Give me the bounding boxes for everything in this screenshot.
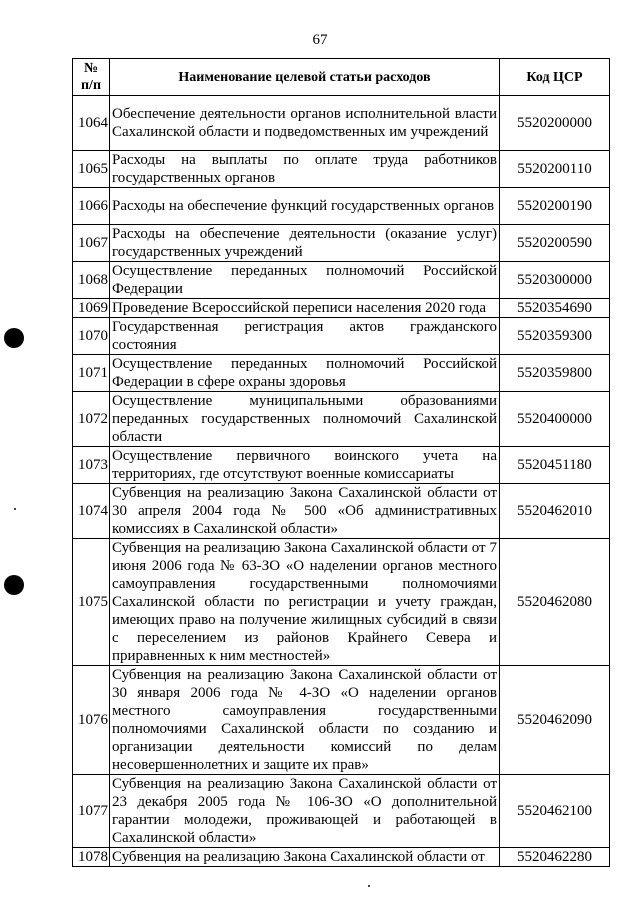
row-number: 1070 <box>73 318 110 355</box>
row-name: Субвенция на реализацию Закона Сахалинской области от 30 января 2006 года № 4-ЗО «О наделении органов местного самоуправления государственными полномочиями Сахалинской области по созданию и организации деятельности комиссий по делам несовершеннолетних и защите их прав» <box>110 666 500 775</box>
row-code: 5520400000 <box>500 392 610 447</box>
table-row <box>73 188 610 225</box>
header-number-symbol: № <box>83 61 99 76</box>
row-number: 1066 <box>73 188 110 225</box>
row-number: 1067 <box>73 225 110 262</box>
table-row <box>73 392 610 447</box>
row-name: Осуществление переданных полномочий Российской Федерации в сфере охраны здоровья <box>110 355 500 392</box>
header-code: Код ЦСР <box>500 59 610 96</box>
row-code: 5520354690 <box>500 299 610 318</box>
row-name: Субвенция на реализацию Закона Сахалинской области от 7 июня 2006 года № 63-ЗО «О наделении органов местного самоуправления государственными полномочиями Сахалинской области по регистрации и учету граждан, имеющих право на получение жилищных субсидий в связи с переселением из районов Крайнего Севера и приравненных к ним местностей» <box>110 539 500 666</box>
row-code: 5520359800 <box>500 355 610 392</box>
row-number: 1078 <box>73 848 110 867</box>
table-row <box>73 151 610 188</box>
table-row <box>73 539 610 666</box>
table-header-row <box>73 59 610 96</box>
table-row <box>73 225 610 262</box>
binder-hole-mark <box>4 328 24 348</box>
row-name: Расходы на обеспечение деятельности (оказание услуг) государственных учреждений <box>110 225 500 262</box>
row-number: 1064 <box>73 96 110 151</box>
scan-speck <box>368 885 370 887</box>
row-number: 1072 <box>73 392 110 447</box>
row-number: 1068 <box>73 262 110 299</box>
row-code: 5520462100 <box>500 775 610 848</box>
binder-hole-mark <box>4 575 24 595</box>
row-name: Расходы на обеспечение функций государственных органов <box>110 188 500 225</box>
header-number-abbrev: п/п <box>80 78 102 93</box>
row-code: 5520462280 <box>500 848 610 867</box>
row-code: 5520462010 <box>500 484 610 539</box>
row-code: 5520300000 <box>500 262 610 299</box>
row-code: 5520200110 <box>500 151 610 188</box>
table-row <box>73 355 610 392</box>
row-number: 1069 <box>73 299 110 318</box>
row-name: Осуществление переданных полномочий Российской Федерации <box>110 262 500 299</box>
row-name: Осуществление первичного воинского учета на территориях, где отсутствуют военные комиссариаты <box>110 447 500 484</box>
header-number <box>73 59 110 96</box>
row-code: 5520200190 <box>500 188 610 225</box>
row-number: 1074 <box>73 484 110 539</box>
row-name: Субвенция на реализацию Закона Сахалинской области от 30 апреля 2004 года № 500 «Об административных комиссиях в Сахалинской области» <box>110 484 500 539</box>
row-number: 1077 <box>73 775 110 848</box>
row-code: 5520200000 <box>500 96 610 151</box>
table-row <box>73 848 610 867</box>
row-number: 1076 <box>73 666 110 775</box>
row-number: 1073 <box>73 447 110 484</box>
row-code: 5520200590 <box>500 225 610 262</box>
row-code: 5520462090 <box>500 666 610 775</box>
scan-speck <box>14 508 16 510</box>
row-number: 1075 <box>73 539 110 666</box>
table-row <box>73 262 610 299</box>
table-row <box>73 299 610 318</box>
row-name: Обеспечение деятельности органов исполнительной власти Сахалинской области и подведомственных им учреждений <box>110 96 500 151</box>
row-name: Субвенция на реализацию Закона Сахалинской области от <box>110 848 500 867</box>
row-name: Субвенция на реализацию Закона Сахалинской области от 23 декабря 2005 года № 106-ЗО «О дополнительной гарантии молодежи, проживающей и работающей в Сахалинской области» <box>110 775 500 848</box>
table-row <box>73 775 610 848</box>
table-row <box>73 96 610 151</box>
budget-items-table <box>72 58 610 867</box>
row-code: 5520462080 <box>500 539 610 666</box>
row-number: 1065 <box>73 151 110 188</box>
row-name: Расходы на выплаты по оплате труда работников государственных органов <box>110 151 500 188</box>
table-row <box>73 447 610 484</box>
row-code: 5520359300 <box>500 318 610 355</box>
table-row <box>73 318 610 355</box>
header-name: Наименование целевой статьи расходов <box>110 59 500 96</box>
row-name: Осуществление муниципальными образованиями переданных государственных полномочий Сахалинской области <box>110 392 500 447</box>
row-name: Государственная регистрация актов гражданского состояния <box>110 318 500 355</box>
table-row <box>73 666 610 775</box>
table-row <box>73 484 610 539</box>
row-name: Проведение Всероссийской переписи населения 2020 года <box>110 299 500 318</box>
page-number: 67 <box>312 32 328 48</box>
row-code: 5520451180 <box>500 447 610 484</box>
row-number: 1071 <box>73 355 110 392</box>
